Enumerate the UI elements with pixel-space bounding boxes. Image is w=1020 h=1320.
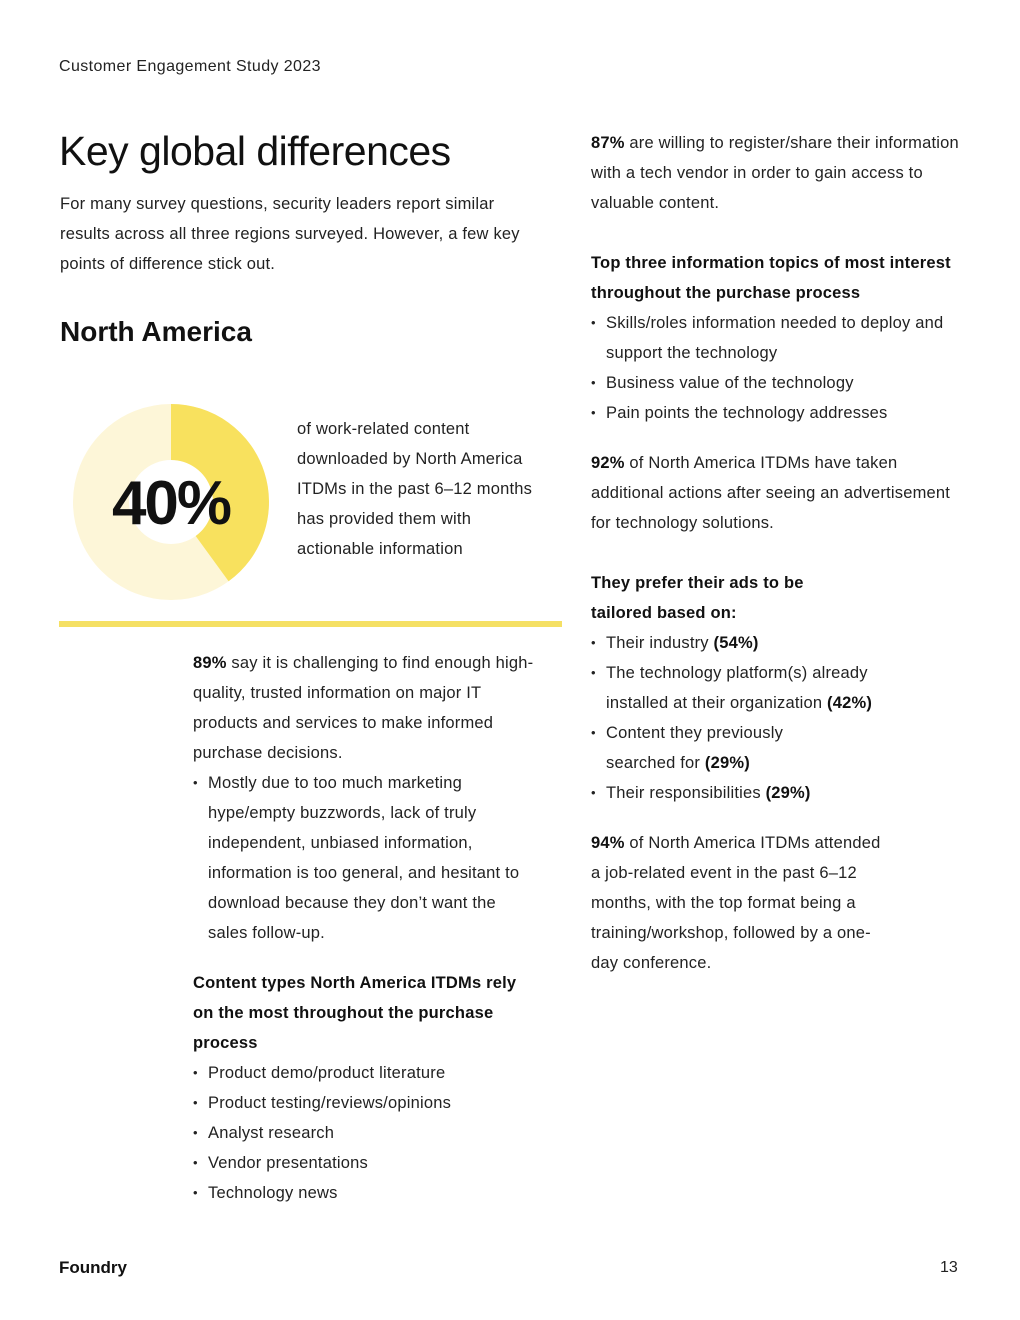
- challenge-paragraph: [193, 648, 538, 768]
- intro-paragraph: For many survey questions, security leaders report similar results across all three regions surveyed. However, a few key points of difference stick out.: [60, 195, 520, 273]
- stat-description: of work-related content downloaded by North America ITDMs in the past 6–12 months has provided them with actionable information: [297, 420, 533, 558]
- list-item: • Business value of the technology: [591, 368, 971, 398]
- middle-column: [193, 648, 538, 1208]
- ads-heading: They prefer their ads to be tailored based on:: [591, 574, 804, 622]
- list-item: • Product testing/reviews/opinions: [193, 1088, 538, 1118]
- register-paragraph: [591, 128, 971, 218]
- ads-action-text: of North America ITDMs have taken additional actions after seeing an advertisement for technology solutions.: [591, 454, 951, 532]
- list-item: • Content they previously searched for (29%): [591, 718, 846, 778]
- brand-logo: Foundry: [59, 1258, 127, 1277]
- list-item: • Vendor presentations: [193, 1148, 538, 1178]
- content-types-list: [193, 1058, 538, 1208]
- page-title: Key global differences: [59, 128, 451, 174]
- stat-89: 89%: [193, 654, 227, 672]
- donut-chart: [71, 402, 271, 602]
- list-item: • Skills/roles information needed to deploy and support the technology: [591, 308, 971, 368]
- list-item: • Their industry (54%): [591, 628, 971, 658]
- page-number: 13: [940, 1259, 958, 1276]
- report-header: Customer Engagement Study 2023: [59, 58, 321, 75]
- list-item: • Technology news: [193, 1178, 538, 1208]
- ads-preferences-list: [591, 628, 971, 808]
- right-column: [591, 128, 971, 978]
- stat-94: 94%: [591, 834, 625, 852]
- events-paragraph: [591, 828, 891, 978]
- register-text: are willing to register/share their information with a tech vendor in order to gain access to valuable content.: [591, 134, 959, 212]
- list-item: • Pain points the technology addresses: [591, 398, 971, 428]
- challenge-reasons-list: [193, 768, 538, 948]
- yellow-divider: [59, 621, 562, 627]
- list-item: • Product demo/product literature: [193, 1058, 538, 1088]
- list-item: • Their responsibilities (29%): [591, 778, 971, 808]
- events-text: of North America ITDMs attended a job-related event in the past 6–12 months, with the top format being a training/workshop, followed by a one-day conference.: [591, 834, 881, 972]
- content-types-heading: Content types North America ITDMs rely on the most throughout the purchase process: [193, 974, 517, 1052]
- ads-action-paragraph: [591, 448, 971, 538]
- donut-value: 40%: [111, 469, 231, 538]
- topics-list: [591, 308, 971, 428]
- topics-heading: Top three information topics of most interest throughout the purchase process: [591, 254, 951, 302]
- list-item: • The technology platform(s) already installed at their organization (42%): [591, 658, 926, 718]
- stat-87: 87%: [591, 134, 625, 152]
- list-item: • Mostly due to too much marketing hype/empty buzzwords, lack of truly independent, unbiased information, information is too general, and hesitant to download because they don’t want the sales follow-up.: [193, 768, 538, 948]
- stat-92: 92%: [591, 454, 625, 472]
- list-item: • Analyst research: [193, 1118, 538, 1148]
- challenge-text: say it is challenging to find enough high-quality, trusted information on major IT products and services to make informed purchase decisions.: [193, 654, 534, 762]
- region-heading: North America: [60, 316, 252, 347]
